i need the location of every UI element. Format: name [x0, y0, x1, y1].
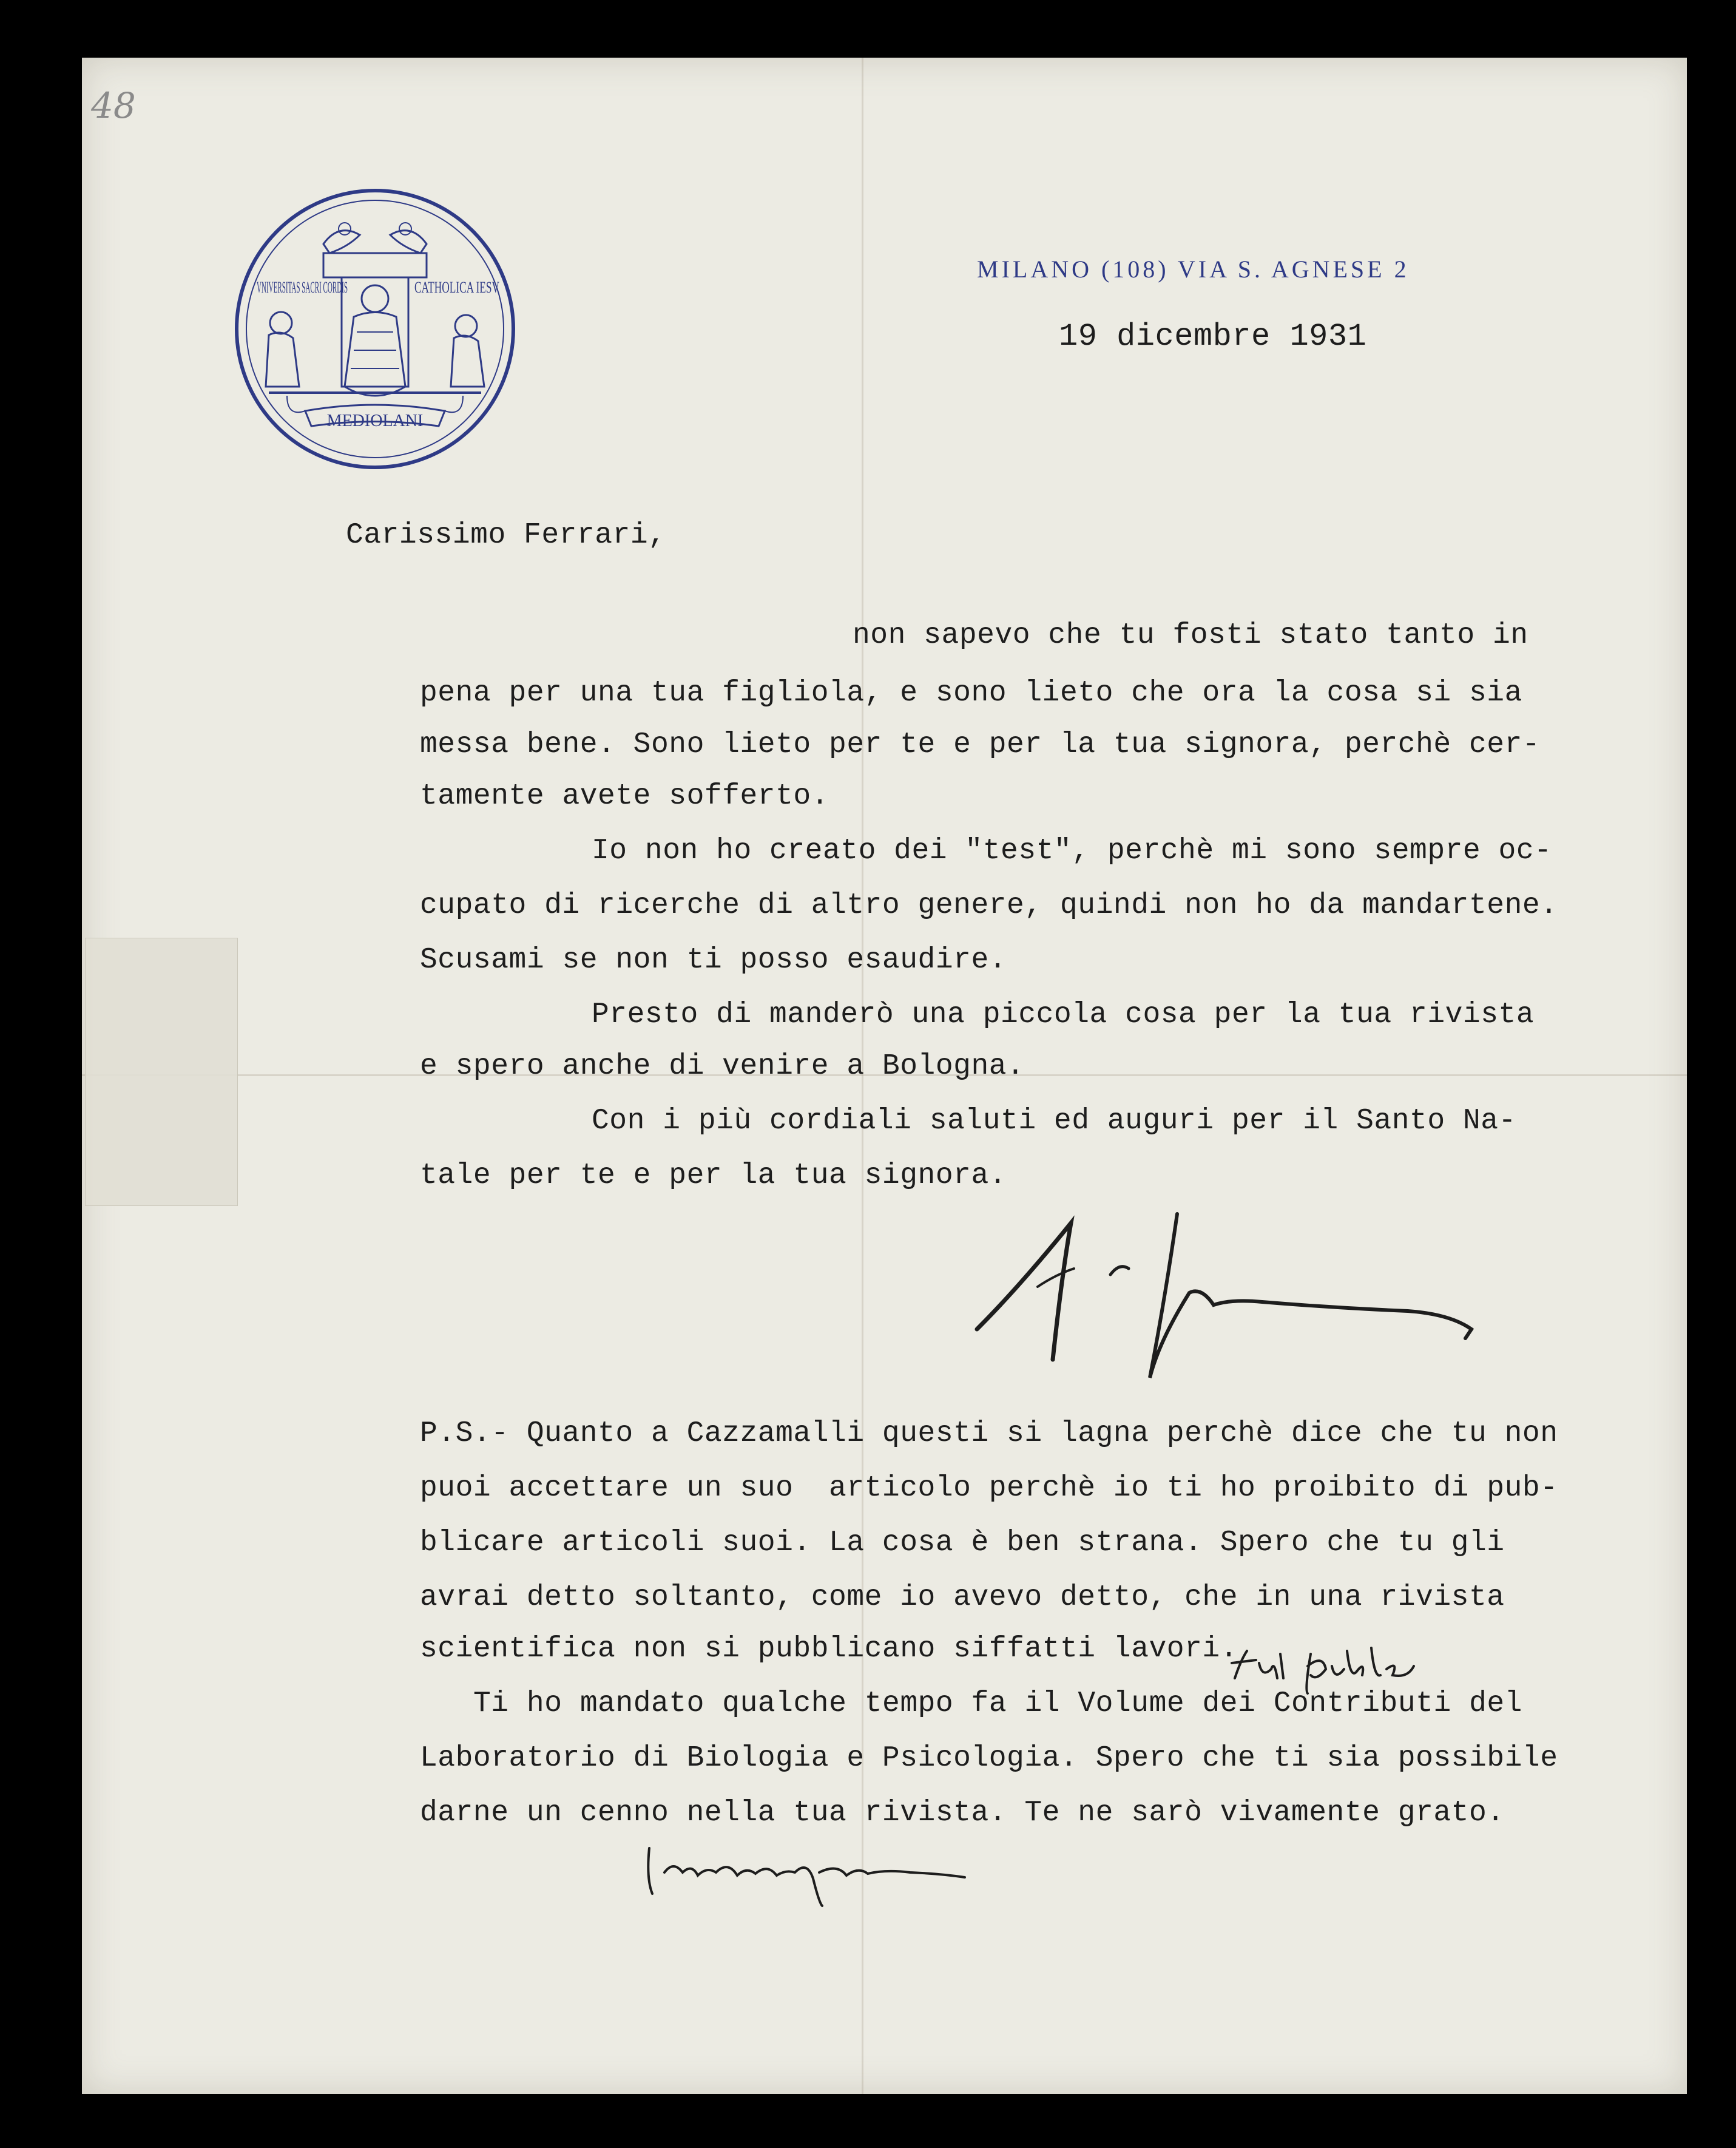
body-line: e spero anche di venire a Bologna.	[420, 1050, 1025, 1083]
ps-line: Ti ho mandato qualche tempo fa il Volume dei Contributi del	[473, 1687, 1522, 1720]
archive-number: 48	[91, 85, 136, 126]
letter-date: 19 dicembre 1931	[1059, 319, 1367, 354]
body-line: Scusami se non ti posso esaudire.	[420, 944, 1007, 977]
body-line: non sapevo che tu fosti stato tanto in	[853, 619, 1528, 652]
ps-line: puoi accettare un suo articolo perchè io ti ho proibito di pub-	[420, 1472, 1558, 1505]
seal-text-right: CATHOLICA IESV	[414, 279, 500, 296]
seal-text-left: VNIVERSITAS SACRI CORDIS	[257, 279, 348, 296]
handwritten-signature	[947, 1202, 1529, 1402]
letterhead-address: MILANO (108) VIA S. AGNESE 2	[977, 256, 1410, 283]
body-line: tamente avete sofferto.	[420, 780, 829, 813]
body-line: pena per una tua figliola, e sono lieto che ora la cosa si sia	[420, 677, 1522, 710]
ps-line: darne un cenno nella tua rivista. Te ne sarò vivamente grato.	[420, 1797, 1505, 1829]
seal-text-bottom: MEDIOLANI	[326, 412, 424, 430]
ps-line: Laboratorio di Biologia e Psicologia. Spero che ti sia possibile	[420, 1742, 1558, 1775]
ps-line: blicare articoli suoi. La cosa è ben strana. Spero che tu gli	[420, 1526, 1505, 1559]
handwritten-closing-signature	[637, 1836, 989, 1915]
tape-patch	[85, 938, 238, 1206]
body-line: Io non ho creato dei "test", perchè mi sono sempre oc-	[592, 835, 1552, 867]
ps-line: P.S.- Quanto a Cazzamalli questi si lagna perchè dice che tu non	[420, 1417, 1558, 1450]
body-line: tale per te e per la tua signora.	[420, 1159, 1007, 1192]
body-line: Con i più cordiali saluti ed auguri per il Santo Na-	[592, 1105, 1516, 1137]
ps-line: scientifica non si pubblicano siffatti lavori.	[420, 1633, 1238, 1665]
body-line: cupato di ricerche di altro genere, quindi non ho da mandartene.	[420, 889, 1558, 922]
body-line: messa bene. Sono lieto per te e per la tua signora, perchè cer-	[420, 728, 1541, 761]
university-seal-emblem	[232, 186, 518, 472]
ps-line: avrai detto soltanto, come io avevo detto, che in una rivista	[420, 1581, 1505, 1614]
body-line: Presto di manderò una piccola cosa per la tua rivista	[592, 998, 1535, 1031]
salutation: Carissimo Ferrari,	[346, 519, 666, 552]
